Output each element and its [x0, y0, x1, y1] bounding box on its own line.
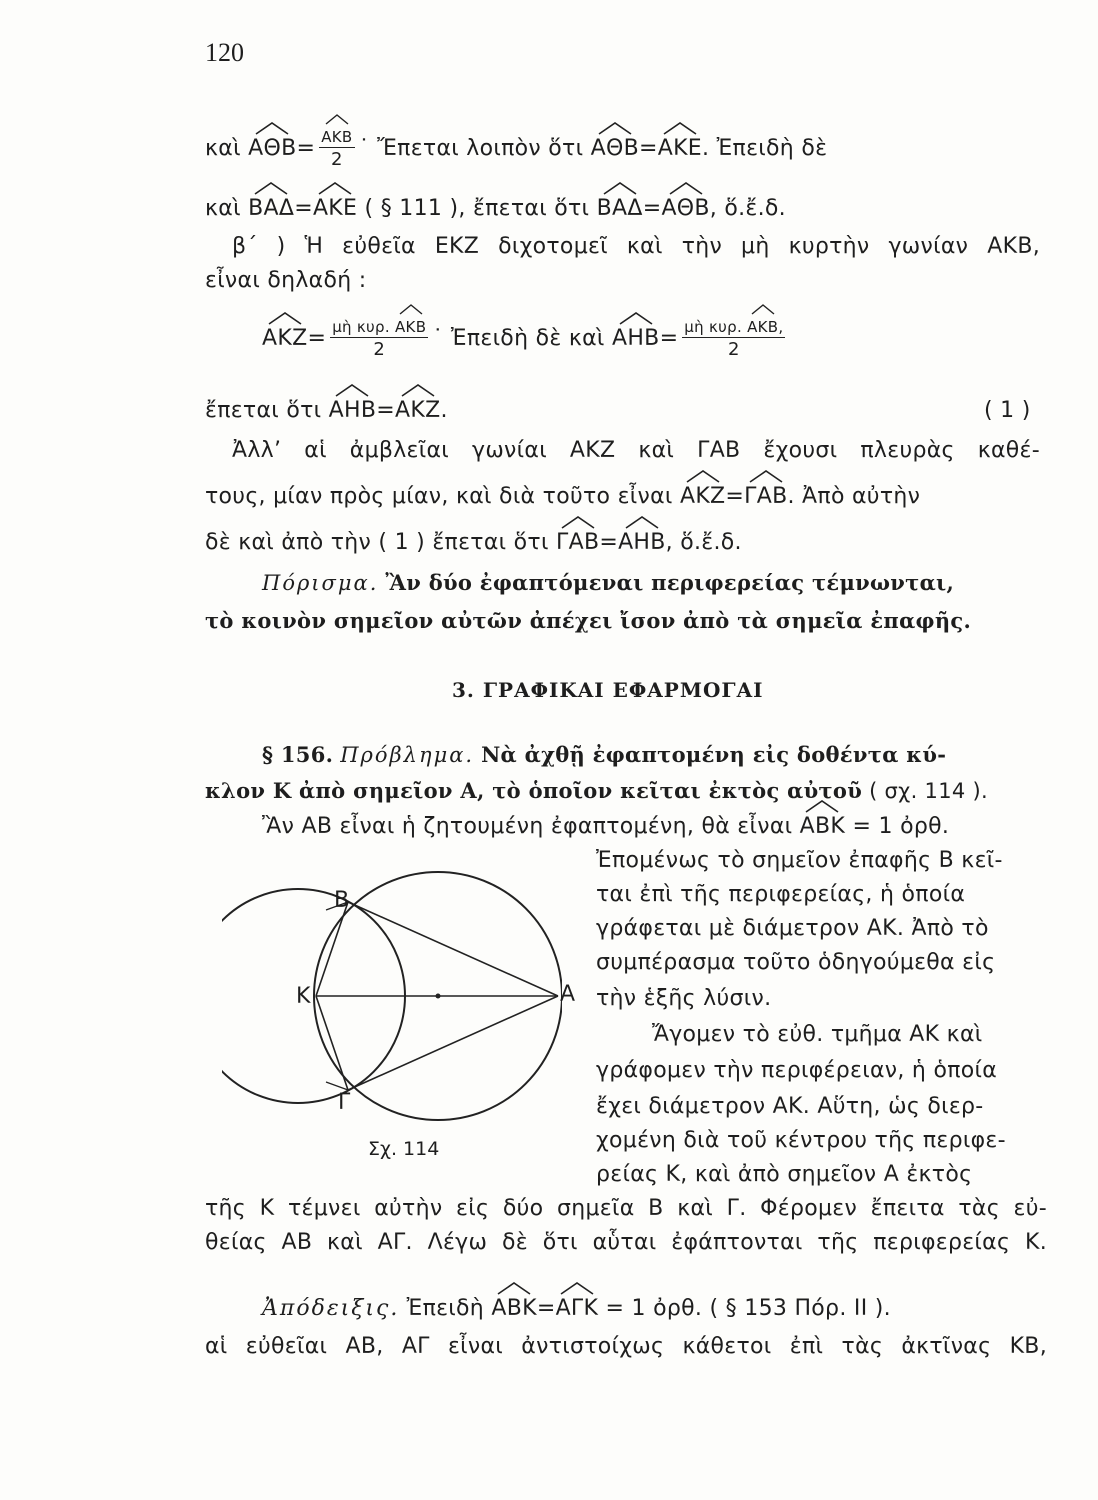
angle-label: ΑΘΒ [248, 136, 297, 161]
angle-symbol [618, 530, 666, 555]
right-line-7: γράφομεν τὴν περιφέρειαν, ἡ ὁποία [596, 1058, 998, 1083]
right-line-9: χομένη διὰ τοῦ κέντρου τῆς περιφε- [596, 1128, 1006, 1153]
fraction-denominator: 2 [373, 339, 386, 360]
text: . [440, 398, 448, 423]
corollary-text: Ἂν δύο ἐφαπτόμεναι περιφερείας τέμνωνται, [385, 570, 955, 595]
text-line-6 [205, 398, 448, 423]
angle-label: ΑΚΖ [679, 484, 726, 509]
angle-label: ΑΘΒ [590, 136, 639, 161]
point-label-g: Γ [338, 1090, 351, 1115]
chord-g [326, 1082, 348, 1090]
equals: = [296, 136, 316, 161]
angle-symbol [313, 196, 357, 221]
equals: = [294, 196, 313, 221]
text: , ὅ.ἔ.δ. [665, 530, 742, 555]
text-line-1 [205, 128, 827, 170]
angle-symbol [744, 484, 787, 509]
text-line-16: θείας ΑΒ καὶ ΑΓ. Λέγω δὲ ὅτι αὗται ἐφάπτονται τῆς περιφερείας Κ. [205, 1230, 1047, 1255]
angle-label: ΓΑΒ [744, 484, 788, 509]
angle-label: ΑΓΚ [555, 1296, 599, 1321]
section-heading: 3. ΓΡΑΦΙΚΑΙ ΕΦΑΡΜΟΓΑΙ [452, 678, 764, 702]
text: τους, μίαν πρὸς μίαν, καὶ διὰ τοῦτο εἶναι [205, 484, 673, 509]
angle-symbol [262, 326, 307, 351]
corollary-text: τὸ κοινὸν σημεῖον αὐτῶν ἀπέχει ἴσον ἀπὸ τὰ σημεῖα ἐπαφῆς. [205, 608, 972, 633]
equals: = [725, 484, 745, 509]
text: δὲ καὶ ἀπὸ τὴν ( 1 ) ἔπεται ὅτι [205, 530, 549, 555]
right-line-1: Ἐπομένως τὸ σημεῖον ἐπαφῆς Β κεῖ- [596, 848, 1003, 873]
problem-line-1 [262, 742, 946, 767]
angle-symbol [491, 1296, 536, 1321]
angle-symbol [248, 136, 296, 161]
right-line-3: γράφεται μὲ διάμετρον ΑΚ. Ἀπὸ τὸ [596, 916, 989, 941]
text: , ὅ.ἔ.δ. [709, 196, 786, 221]
angle-symbol [747, 318, 778, 336]
fraction [330, 318, 428, 360]
figure-caption: Σχ. 114 [368, 1138, 440, 1160]
angle-symbol [661, 196, 709, 221]
center-point [436, 994, 441, 999]
equals: = [659, 326, 679, 351]
text-line-3: β΄ ) Ἡ εὐθεῖα ΕΚΖ διχοτομεῖ καὶ τὴν μὴ κυρτὴν γωνίαν ΑΚΒ, [232, 234, 1040, 259]
text: καὶ [205, 196, 241, 221]
angle-symbol [395, 398, 440, 423]
text: καὶ [205, 136, 241, 161]
angle-label: ΑΚΖ [395, 398, 441, 423]
corollary-line-1 [262, 570, 954, 595]
text-line-18: αἱ εὐθεῖαι ΑΒ, ΑΓ εἶναι ἀντιστοίχως κάθετοι ἐπὶ τὰς ἀκτῖνας ΚΒ, [205, 1334, 1047, 1359]
equals: = [639, 136, 658, 161]
equation-tag: ( 1 ) [984, 398, 1031, 423]
equals: = [536, 1296, 556, 1321]
text: ἔπεται ὅτι [205, 398, 322, 423]
text-line-7: Ἀλλ’ αἱ ἀμβλεῖαι γωνίαι ΑΚΖ καὶ ΓΑΒ ἔχουσι πλευρὰς καθέ- [232, 438, 1040, 463]
radius-kg [316, 996, 348, 1090]
point-label-k: Κ [296, 984, 311, 1009]
text: Ἐπειδὴ [406, 1296, 485, 1321]
angle-symbol [321, 128, 352, 146]
text: . Ἀπὸ αὐτὴν [787, 484, 921, 509]
point-label-b: Β [334, 888, 350, 913]
angle-label: ΑΗΒ [611, 326, 660, 351]
right-line-4: συμπέρασμα τοῦτο ὁδηγούμεθα εἰς [596, 950, 996, 975]
equals: = [599, 530, 619, 555]
fraction-numerator-punct: , [778, 318, 784, 336]
fraction-denominator: 2 [728, 339, 740, 360]
text-line-14 [262, 814, 949, 839]
text: ( § 111 ), ἔπεται ὅτι [364, 196, 590, 221]
right-line-8: ἔχει διάμετρον ΑΚ. Αὕτη, ὡς διερ- [596, 1094, 984, 1119]
right-line-6: Ἄγομεν τὸ εὐθ. τμῆμα ΑΚ καὶ [652, 1022, 983, 1047]
right-line-2: ται ἐπὶ τῆς περιφερείας, ἡ ὁποία [596, 882, 966, 907]
tangent-ag [348, 996, 558, 1090]
text-line-2 [205, 196, 786, 221]
text: . Ἐπειδὴ δὲ [702, 136, 828, 161]
angle-label: ΑΚΕ [657, 136, 703, 161]
corollary-line-2 [205, 608, 971, 633]
corollary-label: Πόρισμα. [262, 571, 379, 595]
angle-symbol [556, 1296, 599, 1321]
angle-label: ΑΒΚ [491, 1296, 537, 1321]
angle-label: ΑΗΒ [328, 398, 377, 423]
angle-symbol [612, 326, 660, 351]
text: Ἂν ΑΒ εἶναι ἡ ζητουμένη ἐφαπτομένη, θὰ εἶναι [262, 814, 793, 839]
fraction-numerator-text: μὴ κυρ. [332, 318, 390, 336]
text-line-8 [205, 484, 920, 509]
angle-label: ΒΑΔ [596, 196, 643, 221]
text: = 1 ὀρθ. [852, 814, 950, 839]
fraction-numerator-angle: ΑΚΒ [395, 318, 427, 336]
angle-label: ΑΚΖ [262, 326, 308, 351]
fraction [319, 128, 354, 170]
problem-text: κλον Κ ἀπὸ σημεῖον Α, τὸ ὁποῖον κεῖται ἐκτὸς αὐτοῦ [205, 778, 863, 803]
text-line-5 [262, 318, 789, 360]
angle-label: ΑΒΚ [799, 814, 846, 839]
text: ˙ Ἐπειδὴ δὲ καὶ [432, 326, 605, 351]
point-label-a: Α [560, 982, 576, 1007]
angle-symbol [658, 136, 702, 161]
equals: = [307, 326, 327, 351]
angle-symbol [597, 196, 643, 221]
right-line-5: τὴν ἑξῆς λύσιν. [596, 986, 772, 1011]
tangent-ab [348, 902, 558, 996]
text: = 1 ὀρθ. ( § 153 Πόρ. ΙΙ ). [605, 1296, 891, 1321]
angle-symbol [591, 136, 639, 161]
text-line-15: τῆς Κ τέμνει αὐτὴν εἰς δύο σημεῖα Β καὶ Γ. Φέρομεν ἔπειτα τὰς εὐ- [205, 1196, 1047, 1221]
equals: = [376, 398, 395, 423]
angle-symbol [556, 530, 599, 555]
angle-label: ΑΘΒ [661, 196, 710, 221]
figure-reference: ( σχ. 114 ). [869, 779, 988, 803]
problem-text: Νὰ ἀχθῇ ἐφαπτομένη εἰς δοθέντα κύ- [481, 742, 947, 767]
right-line-10: ρείας Κ, καὶ ἀπὸ σημεῖον Α ἐκτὸς [596, 1162, 973, 1187]
radius-kb [316, 902, 348, 996]
fraction [682, 318, 785, 360]
angle-symbol [248, 196, 294, 221]
angle-symbol [395, 318, 426, 336]
equals: = [642, 196, 662, 221]
fraction-denominator: 2 [330, 149, 343, 170]
fraction-numerator-angle: ΑΚΒ [747, 318, 779, 336]
problem-line-2 [205, 778, 988, 803]
angle-symbol [800, 814, 845, 839]
angle-label: ΓΑΒ [556, 530, 600, 555]
section-number: § 156. [262, 742, 334, 767]
fraction-numerator-text: μὴ κυρ. [684, 318, 743, 336]
angle-label: ΒΑΔ [248, 196, 295, 221]
proof-label: Ἀπόδειξις. [262, 1296, 400, 1321]
angle-label: ΑΗΒ [618, 530, 666, 555]
angle-symbol [680, 484, 725, 509]
page-number: 120 [205, 38, 244, 67]
fraction-numerator: ΑΚΒ [321, 128, 353, 146]
problem-label: Πρόβλημα. [340, 743, 475, 767]
text-line-9 [205, 530, 742, 555]
text-line-4: εἶναι δηλαδή : [205, 268, 367, 293]
angle-label: ΑΚΕ [312, 196, 358, 221]
proof-line-1 [262, 1296, 891, 1321]
angle-symbol [329, 398, 377, 423]
figure-114 [222, 862, 562, 1132]
text: ˙ Ἔπεται λοιπὸν ὅτι [358, 136, 584, 161]
